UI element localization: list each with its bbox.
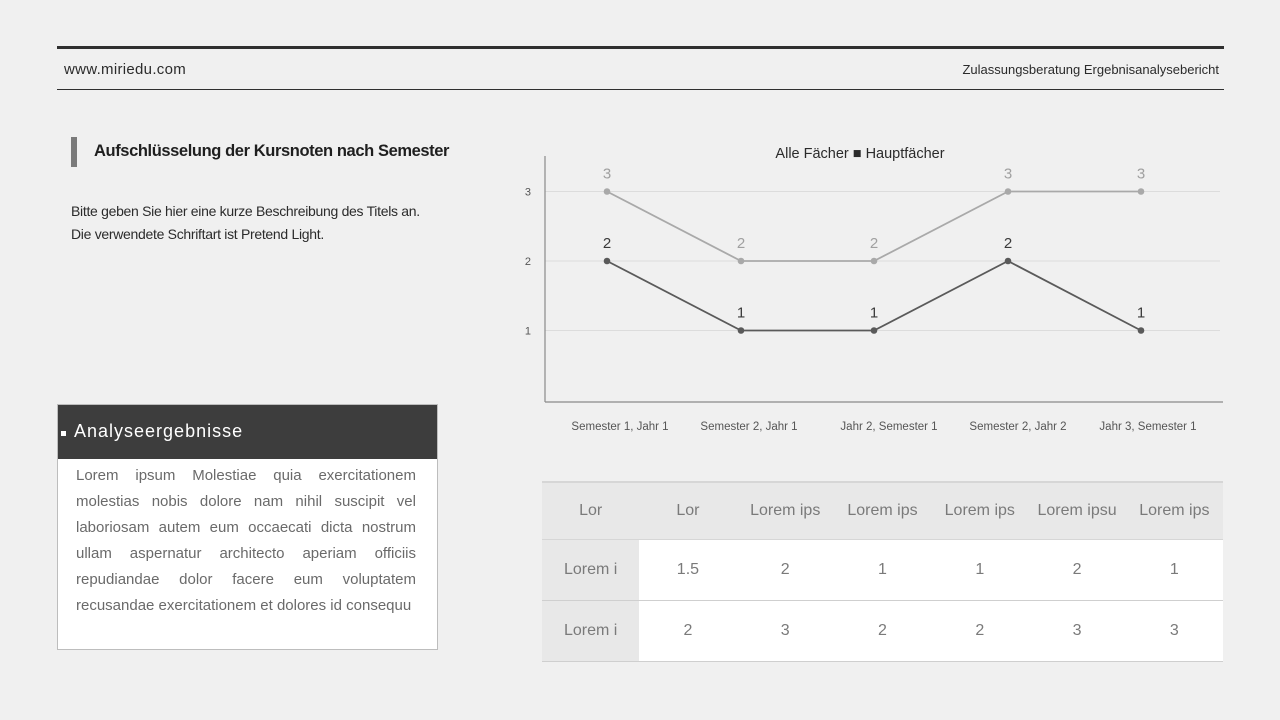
table-header-cell: Lor: [639, 482, 736, 540]
site-url[interactable]: www.miriedu.com: [64, 61, 187, 78]
line-chart: [500, 130, 1240, 450]
table-cell: 2: [1028, 540, 1125, 601]
table-header-cell: Lorem ips: [737, 482, 834, 540]
table-cell: 3: [1028, 601, 1125, 662]
data-label: 1: [736, 304, 746, 322]
table-cell: 1.5: [639, 540, 736, 601]
y-tick-label: 1: [524, 325, 531, 338]
table-cell: 2: [639, 601, 736, 662]
table-header-cell: Lor: [542, 482, 639, 540]
data-point: [871, 327, 878, 334]
x-tick-label: Semester 2, Jahr 1: [700, 421, 798, 433]
data-point: [738, 258, 745, 265]
table-cell: 1: [1126, 540, 1223, 601]
y-tick-label: 2: [524, 256, 531, 268]
data-point: [1005, 188, 1012, 195]
data-point: [1138, 327, 1145, 334]
data-point: [604, 188, 611, 195]
table-header-cell: Lorem ips: [931, 482, 1028, 540]
table-header-row: [542, 482, 1223, 540]
table-cell: 1: [931, 540, 1028, 601]
chart-legend: Alle Fächer ■ Hauptfächer: [775, 146, 945, 162]
chart-svg: [500, 130, 1240, 450]
data-label: 3: [1003, 165, 1013, 183]
table-cell: 2: [931, 601, 1028, 662]
data-label: 1: [869, 304, 879, 322]
data-label: 2: [736, 235, 746, 252]
page-header: [57, 46, 1224, 90]
y-tick-label: 3: [524, 186, 531, 199]
table-row: [542, 540, 1223, 601]
data-label: 2: [602, 235, 612, 252]
data-point: [1005, 258, 1012, 265]
table-cell: 2: [834, 601, 931, 662]
description-line-2: Die verwendete Schriftart ist Pretend Light.: [71, 226, 324, 242]
analysis-header: [58, 405, 437, 459]
section-title: Aufschlüsselung der Kursnoten nach Semester: [94, 142, 450, 160]
table-row: [542, 601, 1223, 662]
data-point: [1138, 188, 1145, 195]
table-header-cell: Lorem ips: [1126, 482, 1223, 540]
x-tick-label: Jahr 2, Semester 1: [840, 421, 938, 433]
data-label: 3: [1136, 165, 1146, 183]
data-label: 2: [869, 235, 879, 252]
bullet-icon: [61, 431, 66, 436]
table-header-cell: Lorem ips: [834, 482, 931, 540]
data-label: 2: [1003, 235, 1013, 252]
data-point: [871, 258, 878, 265]
analysis-body: Lorem ipsum Molestiae quia exercitationem molestias nobis dolore nam nihil suscipit vel laboriosam autem eum occaecati dicta nostrum ullam aspernatur architecto aperiam officiis repudiandae dolor facere eum voluptatem recusandae exercitationem et dolores id consequu: [76, 467, 416, 614]
data-point: [604, 258, 611, 265]
table-header-cell: Lorem ipsu: [1028, 482, 1125, 540]
title-accent-bar: [71, 137, 77, 167]
data-label: 1: [1136, 304, 1146, 322]
table-cell: 2: [737, 540, 834, 601]
table-row-header: Lorem i: [542, 601, 639, 662]
x-tick-label: Jahr 3, Semester 1: [1099, 421, 1197, 433]
grades-table: [542, 481, 1223, 662]
x-tick-label: Semester 2, Jahr 2: [969, 421, 1067, 433]
section-description: [71, 200, 471, 246]
description-line-1: Bitte geben Sie hier eine kurze Beschreibung des Titels an.: [71, 203, 420, 219]
x-tick-label: Semester 1, Jahr 1: [571, 421, 669, 433]
data-point: [738, 327, 745, 334]
table-cell: 3: [737, 601, 834, 662]
table-cell: 1: [834, 540, 931, 601]
data-label: 3: [602, 165, 612, 183]
analysis-heading: Analyseergebnisse: [74, 421, 244, 441]
analysis-box: [57, 404, 438, 650]
report-title: Zulassungsberatung Ergebnisanalysebericht: [962, 62, 1219, 77]
table-cell: 3: [1126, 601, 1223, 662]
table-row-header: Lorem i: [542, 540, 639, 601]
